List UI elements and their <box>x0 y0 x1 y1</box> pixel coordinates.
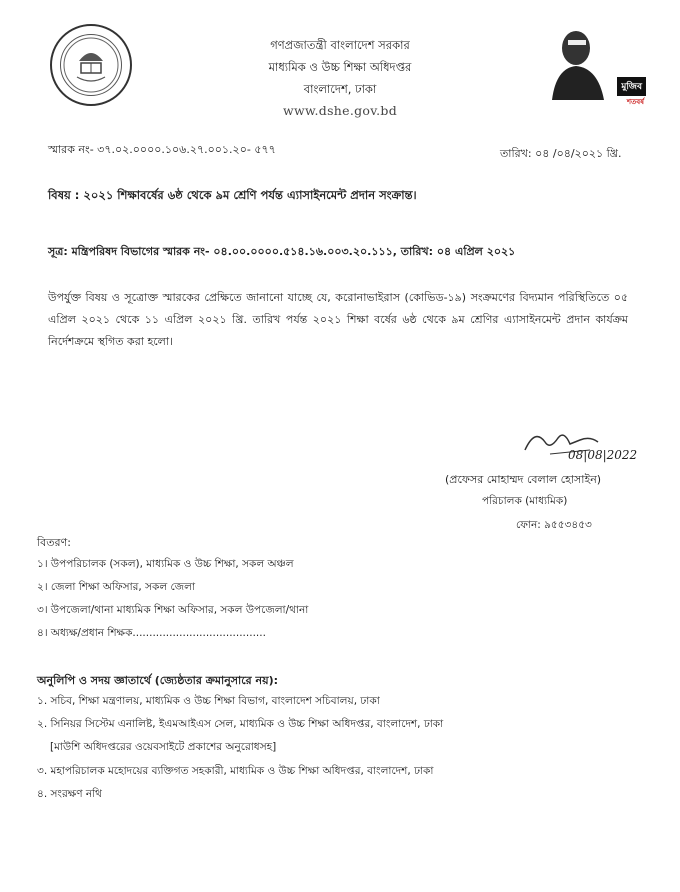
distribution-item: ১। উপপরিচালক (সকল), মাধ্যমিক ও উচ্চ শিক্ষা, সকল অঞ্চল <box>37 558 294 570</box>
header-website[interactable]: www.dshe.gov.bd <box>282 103 397 118</box>
distribution-item: ৩। উপজেলা/থানা মাধ্যমিক শিক্ষা অফিসার, সকল উপজেলা/থানা <box>37 604 309 616</box>
distribution-item: ২। জেলা শিক্ষা অফিসার, সকল জেলা <box>37 581 196 593</box>
mujib-badge: মুজিব <box>617 77 646 96</box>
memo-date <box>500 145 621 164</box>
header-directorate: মাধ্যমিক ও উচ্চ শিক্ষা অধিদপ্তর <box>268 60 412 74</box>
signer-phone: ফোন: ৯৫৫৩৪৫৩ <box>516 519 592 531</box>
signature-date: 08|08|2022 <box>568 448 638 462</box>
subject-line: বিষয় : ২০২১ শিক্ষাবর্ষের ৬ষ্ঠ থেকে ৯ম শ্রেণি পর্যন্ত এ্যাসাইনমেন্ট প্রদান সংক্রান্ত। <box>48 188 417 202</box>
copy-item: ১. সচিব, শিক্ষা মন্ত্রণালয়, মাধ্যমিক ও উচ্চ শিক্ষা বিভাগ, বাংলাদেশ সচিবালয়, ঢাকা <box>37 695 380 707</box>
distribution-item: ৪। অধ্যক্ষ/প্রধান শিক্ষক........................................ <box>37 627 266 639</box>
mujib-portrait-logo <box>546 26 646 106</box>
header-govt: গণপ্রজাতন্ত্রী বাংলাদেশ সরকার <box>270 38 410 52</box>
handwritten-signature-icon <box>520 420 640 470</box>
date-label: তারিখ: <box>500 147 532 160</box>
portrait-icon <box>546 26 616 100</box>
signer-name: (প্রফেসর মোহাম্মদ বেলাল হোসাইন) <box>445 473 602 486</box>
copy-title: অনুলিপি ও সদয় জ্ঞাতার্থে (জ্যেষ্ঠতার ক্রমানুসারে নয়): <box>37 674 278 687</box>
copy-item: ৪. সংরক্ষণ নথি <box>37 788 102 800</box>
copy-item-note: [মাউশি অধিদপ্তরের ওয়েবসাইটে প্রকাশের অনুরোধসহ] <box>50 741 277 753</box>
mujib-badge-subtitle: শতবর্ষ <box>626 98 644 106</box>
reference-line: সূত্র: মন্ত্রিপরিষদ বিভাগের স্মারক নং- ০৪.০০.০০০০.৫১৪.১৬.০০৩.২০.১১১, তারিখ: ০৪ এপ্রিল ২০২১ <box>48 245 516 258</box>
memo-number: স্মারক নং- ৩৭.০২.০০০০.১০৬.২৭.০০১.২০- ৫৭৭ <box>48 143 276 156</box>
copy-item: ৩. মহাপরিচালক মহোদয়ের ব্যক্তিগত সহকারী, মাধ্যমিক ও উচ্চ শিক্ষা অধিদপ্তর, বাংলাদেশ, ঢাকা <box>37 765 434 777</box>
copy-item: ২. সিনিয়র সিস্টেম এনালিষ্ট, ইএমআইএস সেল, মাধ্যমিক ও উচ্চ শিক্ষা অধিদপ্তর, বাংলাদেশ, ঢাকা <box>37 718 444 730</box>
signer-designation: পরিচালক (মাধ্যমিক) <box>482 495 568 507</box>
body-paragraph: উপর্যুক্ত বিষয় ও সূত্রোক্ত স্মারকের প্রেক্ষিতে জানানো যাচ্ছে যে, করোনাভাইরাস (কোভিড-১৯) সংক্রমণের বিদ্যমান পরিস্থিতিতে ০৫ এপ্রিল ২০২১ থেকে ১১ এপ্রিল ২০২১ খ্রি. তারিখ পর্যন্ত ২০২১ শিক্ষা বর্ষের ৬ষ্ঠ থেকে ৯ম শ্রেণির এ্যাসাইনমেন্ট প্রদান কার্যক্রম নির্দেশক্রমে স্থগিত করা হলো। <box>48 291 628 348</box>
date-value: ০৪ /০৪/২০২১ খ্রি. <box>535 147 622 160</box>
header-location: বাংলাদেশ, ঢাকা <box>303 82 377 96</box>
distribution-title: বিতরণ: <box>37 536 71 549</box>
